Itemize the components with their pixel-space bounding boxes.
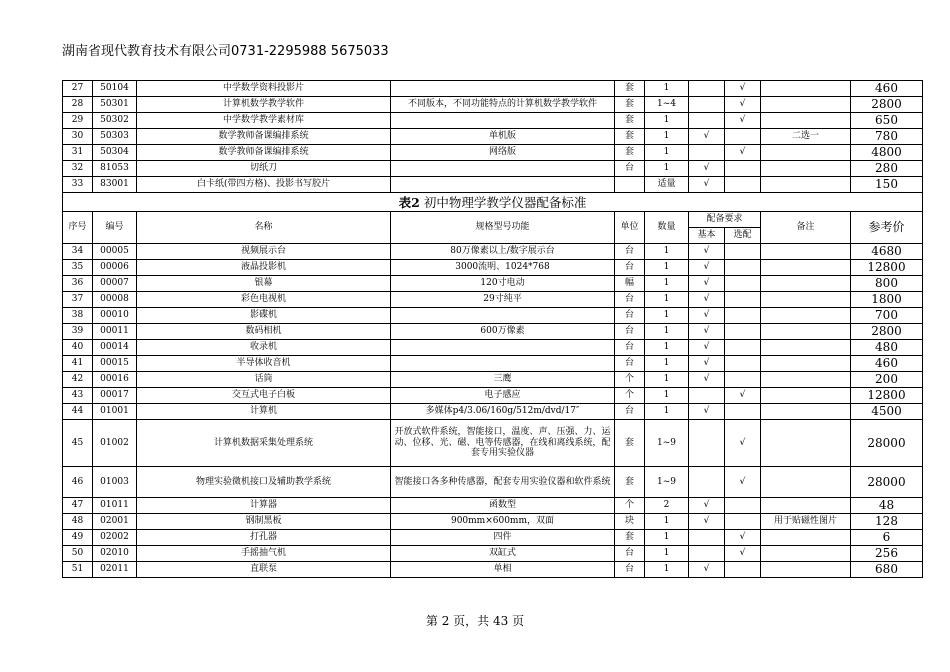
- cell-name: 数学教师备课编排系统: [137, 129, 391, 145]
- cell-opt: [725, 324, 761, 340]
- cell-unit: 套: [615, 467, 645, 498]
- cell-code: 01001: [93, 404, 137, 420]
- cell-price: 1800: [851, 292, 923, 308]
- cell-qty: 1: [645, 372, 689, 388]
- cell-code: 00010: [93, 308, 137, 324]
- equipment-table: [62, 80, 923, 578]
- cell-opt: [725, 276, 761, 292]
- table2-title: [63, 193, 923, 212]
- table-row: [63, 530, 923, 546]
- cell-price: 650: [851, 113, 923, 129]
- cell-opt: [725, 177, 761, 193]
- cell-seq: 35: [63, 260, 93, 276]
- cell-price: 4680: [851, 244, 923, 260]
- cell-name: 中学数学教学素材库: [137, 113, 391, 129]
- cell-unit: 套: [615, 81, 645, 97]
- cell-price: 28000: [851, 467, 923, 498]
- cell-qty: 1: [645, 388, 689, 404]
- cell-code: 00008: [93, 292, 137, 308]
- company-header: 湖南省现代教育技术有限公司0731-2295988 5675033: [62, 44, 389, 59]
- col-note-header: 备注: [761, 212, 851, 244]
- cell-name: 收录机: [137, 340, 391, 356]
- cell-name: 切纸刀: [137, 161, 391, 177]
- table-row: [63, 372, 923, 388]
- cell-seq: 46: [63, 467, 93, 498]
- cell-qty: 1: [645, 292, 689, 308]
- cell-unit: 台: [615, 244, 645, 260]
- cell-qty: 1: [645, 161, 689, 177]
- cell-name: 半导体收音机: [137, 356, 391, 372]
- col-price-header: 参考价: [851, 212, 923, 244]
- cell-name: 中学数学资料投影片: [137, 81, 391, 97]
- cell-seq: 38: [63, 308, 93, 324]
- cell-name: 银幕: [137, 276, 391, 292]
- col-seq-header: 序号: [63, 212, 93, 244]
- cell-basic: √: [689, 340, 725, 356]
- cell-note: [761, 356, 851, 372]
- table-row: [63, 562, 923, 578]
- cell-unit: 套: [615, 129, 645, 145]
- cell-code: 02011: [93, 562, 137, 578]
- cell-note: [761, 260, 851, 276]
- cell-code: 00015: [93, 356, 137, 372]
- cell-seq: 31: [63, 145, 93, 161]
- cell-unit: 块: [615, 514, 645, 530]
- cell-unit: 台: [615, 562, 645, 578]
- cell-opt: [725, 562, 761, 578]
- table-row: [63, 161, 923, 177]
- cell-price: 700: [851, 308, 923, 324]
- cell-code: 50301: [93, 97, 137, 113]
- cell-basic: √: [689, 129, 725, 145]
- table-row: [63, 129, 923, 145]
- col-basic-header: 基本: [689, 228, 725, 244]
- cell-note: [761, 81, 851, 97]
- cell-spec: 单相: [391, 562, 615, 578]
- col-req-header: 配备要求: [689, 212, 761, 228]
- cell-note: [761, 420, 851, 467]
- cell-spec: 网络版: [391, 145, 615, 161]
- cell-basic: √: [689, 161, 725, 177]
- cell-unit: 个: [615, 498, 645, 514]
- cell-unit: 套: [615, 97, 645, 113]
- table-row: [63, 276, 923, 292]
- cell-qty: 适量: [645, 177, 689, 193]
- cell-price: 12800: [851, 260, 923, 276]
- cell-name: 影碟机: [137, 308, 391, 324]
- cell-name: 钢制黑板: [137, 514, 391, 530]
- cell-name: 彩色电视机: [137, 292, 391, 308]
- cell-opt: √: [725, 81, 761, 97]
- cell-opt: √: [725, 530, 761, 546]
- cell-spec: 函数型: [391, 498, 615, 514]
- cell-code: 01003: [93, 467, 137, 498]
- cell-spec: [391, 308, 615, 324]
- cell-seq: 40: [63, 340, 93, 356]
- cell-spec: 3000流明、1024*768: [391, 260, 615, 276]
- cell-spec: 600万像素: [391, 324, 615, 340]
- cell-opt: [725, 404, 761, 420]
- cell-note: [761, 244, 851, 260]
- cell-code: 00011: [93, 324, 137, 340]
- cell-code: 50104: [93, 81, 137, 97]
- cell-note: 用于贴磁性图片: [761, 514, 851, 530]
- cell-spec: 四件: [391, 530, 615, 546]
- table-row: [63, 97, 923, 113]
- cell-price: 460: [851, 356, 923, 372]
- cell-note: [761, 292, 851, 308]
- cell-note: [761, 530, 851, 546]
- cell-price: 256: [851, 546, 923, 562]
- cell-name: 数码相机: [137, 324, 391, 340]
- cell-spec: 29寸纯平: [391, 292, 615, 308]
- table2-title-prefix: 表2: [398, 194, 420, 210]
- cell-qty: 1: [645, 356, 689, 372]
- cell-basic: [689, 420, 725, 467]
- cell-basic: √: [689, 372, 725, 388]
- cell-unit: 套: [615, 530, 645, 546]
- cell-seq: 47: [63, 498, 93, 514]
- cell-opt: [725, 514, 761, 530]
- cell-name: 白卡纸(带四方格)、投影书写胶片: [137, 177, 391, 193]
- col-code-header: 编号: [93, 212, 137, 244]
- cell-basic: √: [689, 276, 725, 292]
- cell-price: 4800: [851, 145, 923, 161]
- cell-opt: [725, 308, 761, 324]
- cell-name: 直联泵: [137, 562, 391, 578]
- table-row: [63, 388, 923, 404]
- cell-basic: [689, 546, 725, 562]
- cell-seq: 44: [63, 404, 93, 420]
- cell-name: 交互式电子白板: [137, 388, 391, 404]
- cell-note: [761, 276, 851, 292]
- cell-code: 00016: [93, 372, 137, 388]
- table2-header: [63, 193, 923, 244]
- cell-price: 800: [851, 276, 923, 292]
- cell-qty: 1: [645, 562, 689, 578]
- cell-spec: 三鹰: [391, 372, 615, 388]
- table-row: [63, 420, 923, 467]
- cell-opt: [725, 244, 761, 260]
- table1-rows: [63, 81, 923, 193]
- cell-name: 视频展示台: [137, 244, 391, 260]
- table-row: [63, 498, 923, 514]
- table-row: [63, 467, 923, 498]
- cell-opt: √: [725, 420, 761, 467]
- cell-basic: √: [689, 292, 725, 308]
- cell-unit: 套: [615, 113, 645, 129]
- cell-spec: 900mm×600mm，双面: [391, 514, 615, 530]
- cell-seq: 27: [63, 81, 93, 97]
- cell-price: 680: [851, 562, 923, 578]
- table-row: [63, 145, 923, 161]
- cell-code: 02001: [93, 514, 137, 530]
- cell-code: 50302: [93, 113, 137, 129]
- cell-basic: √: [689, 498, 725, 514]
- table-row: [63, 404, 923, 420]
- cell-opt: √: [725, 97, 761, 113]
- cell-unit: 台: [615, 546, 645, 562]
- cell-price: 780: [851, 129, 923, 145]
- cell-note: [761, 372, 851, 388]
- cell-seq: 37: [63, 292, 93, 308]
- cell-code: 01011: [93, 498, 137, 514]
- cell-code: 00007: [93, 276, 137, 292]
- cell-opt: √: [725, 145, 761, 161]
- cell-basic: √: [689, 404, 725, 420]
- cell-spec: 电子感应: [391, 388, 615, 404]
- cell-seq: 32: [63, 161, 93, 177]
- cell-note: [761, 308, 851, 324]
- cell-name: 数学教师备课编排系统: [137, 145, 391, 161]
- cell-basic: [689, 81, 725, 97]
- cell-opt: [725, 340, 761, 356]
- cell-basic: √: [689, 324, 725, 340]
- cell-price: 28000: [851, 420, 923, 467]
- table-row: [63, 340, 923, 356]
- cell-note: 二选一: [761, 129, 851, 145]
- cell-name: 打孔器: [137, 530, 391, 546]
- cell-code: 00014: [93, 340, 137, 356]
- cell-code: 50304: [93, 145, 137, 161]
- cell-price: 460: [851, 81, 923, 97]
- cell-opt: √: [725, 546, 761, 562]
- cell-seq: 30: [63, 129, 93, 145]
- cell-basic: √: [689, 244, 725, 260]
- table2-title-row: [63, 193, 923, 212]
- cell-qty: 1: [645, 308, 689, 324]
- cell-opt: √: [725, 467, 761, 498]
- cell-price: 2800: [851, 97, 923, 113]
- cell-code: 01002: [93, 420, 137, 467]
- table-row: [63, 356, 923, 372]
- cell-opt: [725, 129, 761, 145]
- table2-rows: [63, 244, 923, 578]
- cell-basic: √: [689, 177, 725, 193]
- cell-spec: [391, 177, 615, 193]
- table-row: [63, 324, 923, 340]
- cell-note: [761, 404, 851, 420]
- cell-opt: [725, 356, 761, 372]
- cell-name: 计算机: [137, 404, 391, 420]
- cell-qty: 1~9: [645, 467, 689, 498]
- cell-code: 00017: [93, 388, 137, 404]
- col-spec-header: 规格型号功能: [391, 212, 615, 244]
- cell-note: [761, 145, 851, 161]
- cell-spec: [391, 161, 615, 177]
- cell-note: [761, 324, 851, 340]
- cell-price: 2800: [851, 324, 923, 340]
- cell-unit: 台: [615, 308, 645, 324]
- cell-basic: [689, 145, 725, 161]
- cell-qty: 1: [645, 129, 689, 145]
- cell-seq: 36: [63, 276, 93, 292]
- cell-seq: 48: [63, 514, 93, 530]
- cell-opt: √: [725, 113, 761, 129]
- cell-seq: 50: [63, 546, 93, 562]
- cell-unit: 台: [615, 340, 645, 356]
- cell-note: [761, 467, 851, 498]
- cell-seq: 49: [63, 530, 93, 546]
- cell-spec: [391, 356, 615, 372]
- cell-name: 计算机数学教学软件: [137, 97, 391, 113]
- cell-qty: 1: [645, 514, 689, 530]
- cell-basic: [689, 467, 725, 498]
- cell-price: 480: [851, 340, 923, 356]
- cell-spec: [391, 81, 615, 97]
- table-row: [63, 292, 923, 308]
- table2-title-text: 初中物理学教学仪器配备标准: [423, 194, 587, 210]
- col-name-header: 名称: [137, 212, 391, 244]
- cell-note: [761, 340, 851, 356]
- cell-seq: 39: [63, 324, 93, 340]
- cell-note: [761, 161, 851, 177]
- cell-price: 48: [851, 498, 923, 514]
- cell-spec: 多媒体p4/3.06/160g/512m/dvd/17″: [391, 404, 615, 420]
- col-unit-header: 单位: [615, 212, 645, 244]
- cell-code: 83001: [93, 177, 137, 193]
- cell-unit: 台: [615, 324, 645, 340]
- col-opt-header: 选配: [725, 228, 761, 244]
- table-row: [63, 546, 923, 562]
- cell-spec: 智能接口各多种传感器，配套专用实验仪器和软件系统: [391, 467, 615, 498]
- cell-qty: 1: [645, 546, 689, 562]
- cell-code: 02010: [93, 546, 137, 562]
- cell-note: [761, 113, 851, 129]
- cell-basic: √: [689, 260, 725, 276]
- cell-note: [761, 546, 851, 562]
- cell-qty: 1: [645, 340, 689, 356]
- cell-spec: 120寸电动: [391, 276, 615, 292]
- cell-note: [761, 498, 851, 514]
- cell-note: [761, 388, 851, 404]
- cell-code: 00005: [93, 244, 137, 260]
- cell-opt: [725, 498, 761, 514]
- cell-note: [761, 177, 851, 193]
- cell-spec: 80万像素以上/数字展示台: [391, 244, 615, 260]
- cell-name: 液晶投影机: [137, 260, 391, 276]
- cell-spec: 开放式软件系统，智能接口，温度、声、压强、力、运动、位移、光、磁、电等传感器，在线和离线系统，配套专用实验仪器: [391, 420, 615, 467]
- cell-price: 280: [851, 161, 923, 177]
- cell-price: 128: [851, 514, 923, 530]
- cell-qty: 1: [645, 276, 689, 292]
- cell-code: 81053: [93, 161, 137, 177]
- cell-name: 物理实验微机接口及辅助教学系统: [137, 467, 391, 498]
- cell-qty: 1: [645, 145, 689, 161]
- cell-basic: [689, 388, 725, 404]
- cell-opt: [725, 292, 761, 308]
- cell-note: [761, 562, 851, 578]
- table-row: [63, 113, 923, 129]
- table-row: [63, 308, 923, 324]
- cell-note: [761, 97, 851, 113]
- cell-price: 150: [851, 177, 923, 193]
- cell-opt: [725, 372, 761, 388]
- cell-basic: √: [689, 514, 725, 530]
- col-qty-header: 数量: [645, 212, 689, 244]
- page-footer: 第 2 页，共 43 页: [425, 614, 525, 628]
- cell-unit: 台: [615, 260, 645, 276]
- cell-basic: √: [689, 308, 725, 324]
- cell-seq: 51: [63, 562, 93, 578]
- cell-spec: [391, 340, 615, 356]
- cell-seq: 29: [63, 113, 93, 129]
- cell-unit: 个: [615, 372, 645, 388]
- cell-qty: 1: [645, 530, 689, 546]
- cell-spec: 单机版: [391, 129, 615, 145]
- cell-spec: 不同版本，不同功能特点的计算机数学教学软件: [391, 97, 615, 113]
- cell-unit: 幅: [615, 276, 645, 292]
- cell-unit: 台: [615, 356, 645, 372]
- cell-qty: 1~9: [645, 420, 689, 467]
- cell-unit: 套: [615, 145, 645, 161]
- cell-name: 计算器: [137, 498, 391, 514]
- cell-qty: 1: [645, 404, 689, 420]
- cell-seq: 42: [63, 372, 93, 388]
- cell-opt: √: [725, 388, 761, 404]
- cell-seq: 34: [63, 244, 93, 260]
- cell-qty: 1: [645, 244, 689, 260]
- cell-spec: [391, 113, 615, 129]
- cell-qty: 1: [645, 260, 689, 276]
- cell-name: 计算机数据采集处理系统: [137, 420, 391, 467]
- cell-name: 话筒: [137, 372, 391, 388]
- cell-basic: [689, 530, 725, 546]
- cell-code: 00006: [93, 260, 137, 276]
- cell-qty: 1~4: [645, 97, 689, 113]
- cell-unit: 台: [615, 161, 645, 177]
- cell-basic: [689, 113, 725, 129]
- column-header-row: [63, 212, 923, 228]
- cell-seq: 41: [63, 356, 93, 372]
- cell-seq: 43: [63, 388, 93, 404]
- table-row: [63, 81, 923, 97]
- cell-price: 200: [851, 372, 923, 388]
- cell-price: 6: [851, 530, 923, 546]
- cell-code: 50303: [93, 129, 137, 145]
- cell-unit: 套: [615, 420, 645, 467]
- cell-qty: 2: [645, 498, 689, 514]
- cell-unit: 台: [615, 292, 645, 308]
- cell-opt: [725, 161, 761, 177]
- cell-code: 02002: [93, 530, 137, 546]
- cell-unit: 个: [615, 388, 645, 404]
- cell-qty: 1: [645, 324, 689, 340]
- table-row: [63, 177, 923, 193]
- cell-qty: 1: [645, 113, 689, 129]
- cell-basic: √: [689, 356, 725, 372]
- cell-basic: √: [689, 562, 725, 578]
- cell-qty: 1: [645, 81, 689, 97]
- cell-seq: 28: [63, 97, 93, 113]
- cell-spec: 双缸式: [391, 546, 615, 562]
- cell-name: 手摇抽气机: [137, 546, 391, 562]
- table-row: [63, 514, 923, 530]
- cell-price: 12800: [851, 388, 923, 404]
- cell-seq: 45: [63, 420, 93, 467]
- cell-unit: 台: [615, 404, 645, 420]
- cell-opt: [725, 260, 761, 276]
- cell-price: 4500: [851, 404, 923, 420]
- cell-seq: 33: [63, 177, 93, 193]
- table-row: [63, 260, 923, 276]
- cell-unit: [615, 177, 645, 193]
- cell-basic: [689, 97, 725, 113]
- table-row: [63, 244, 923, 260]
